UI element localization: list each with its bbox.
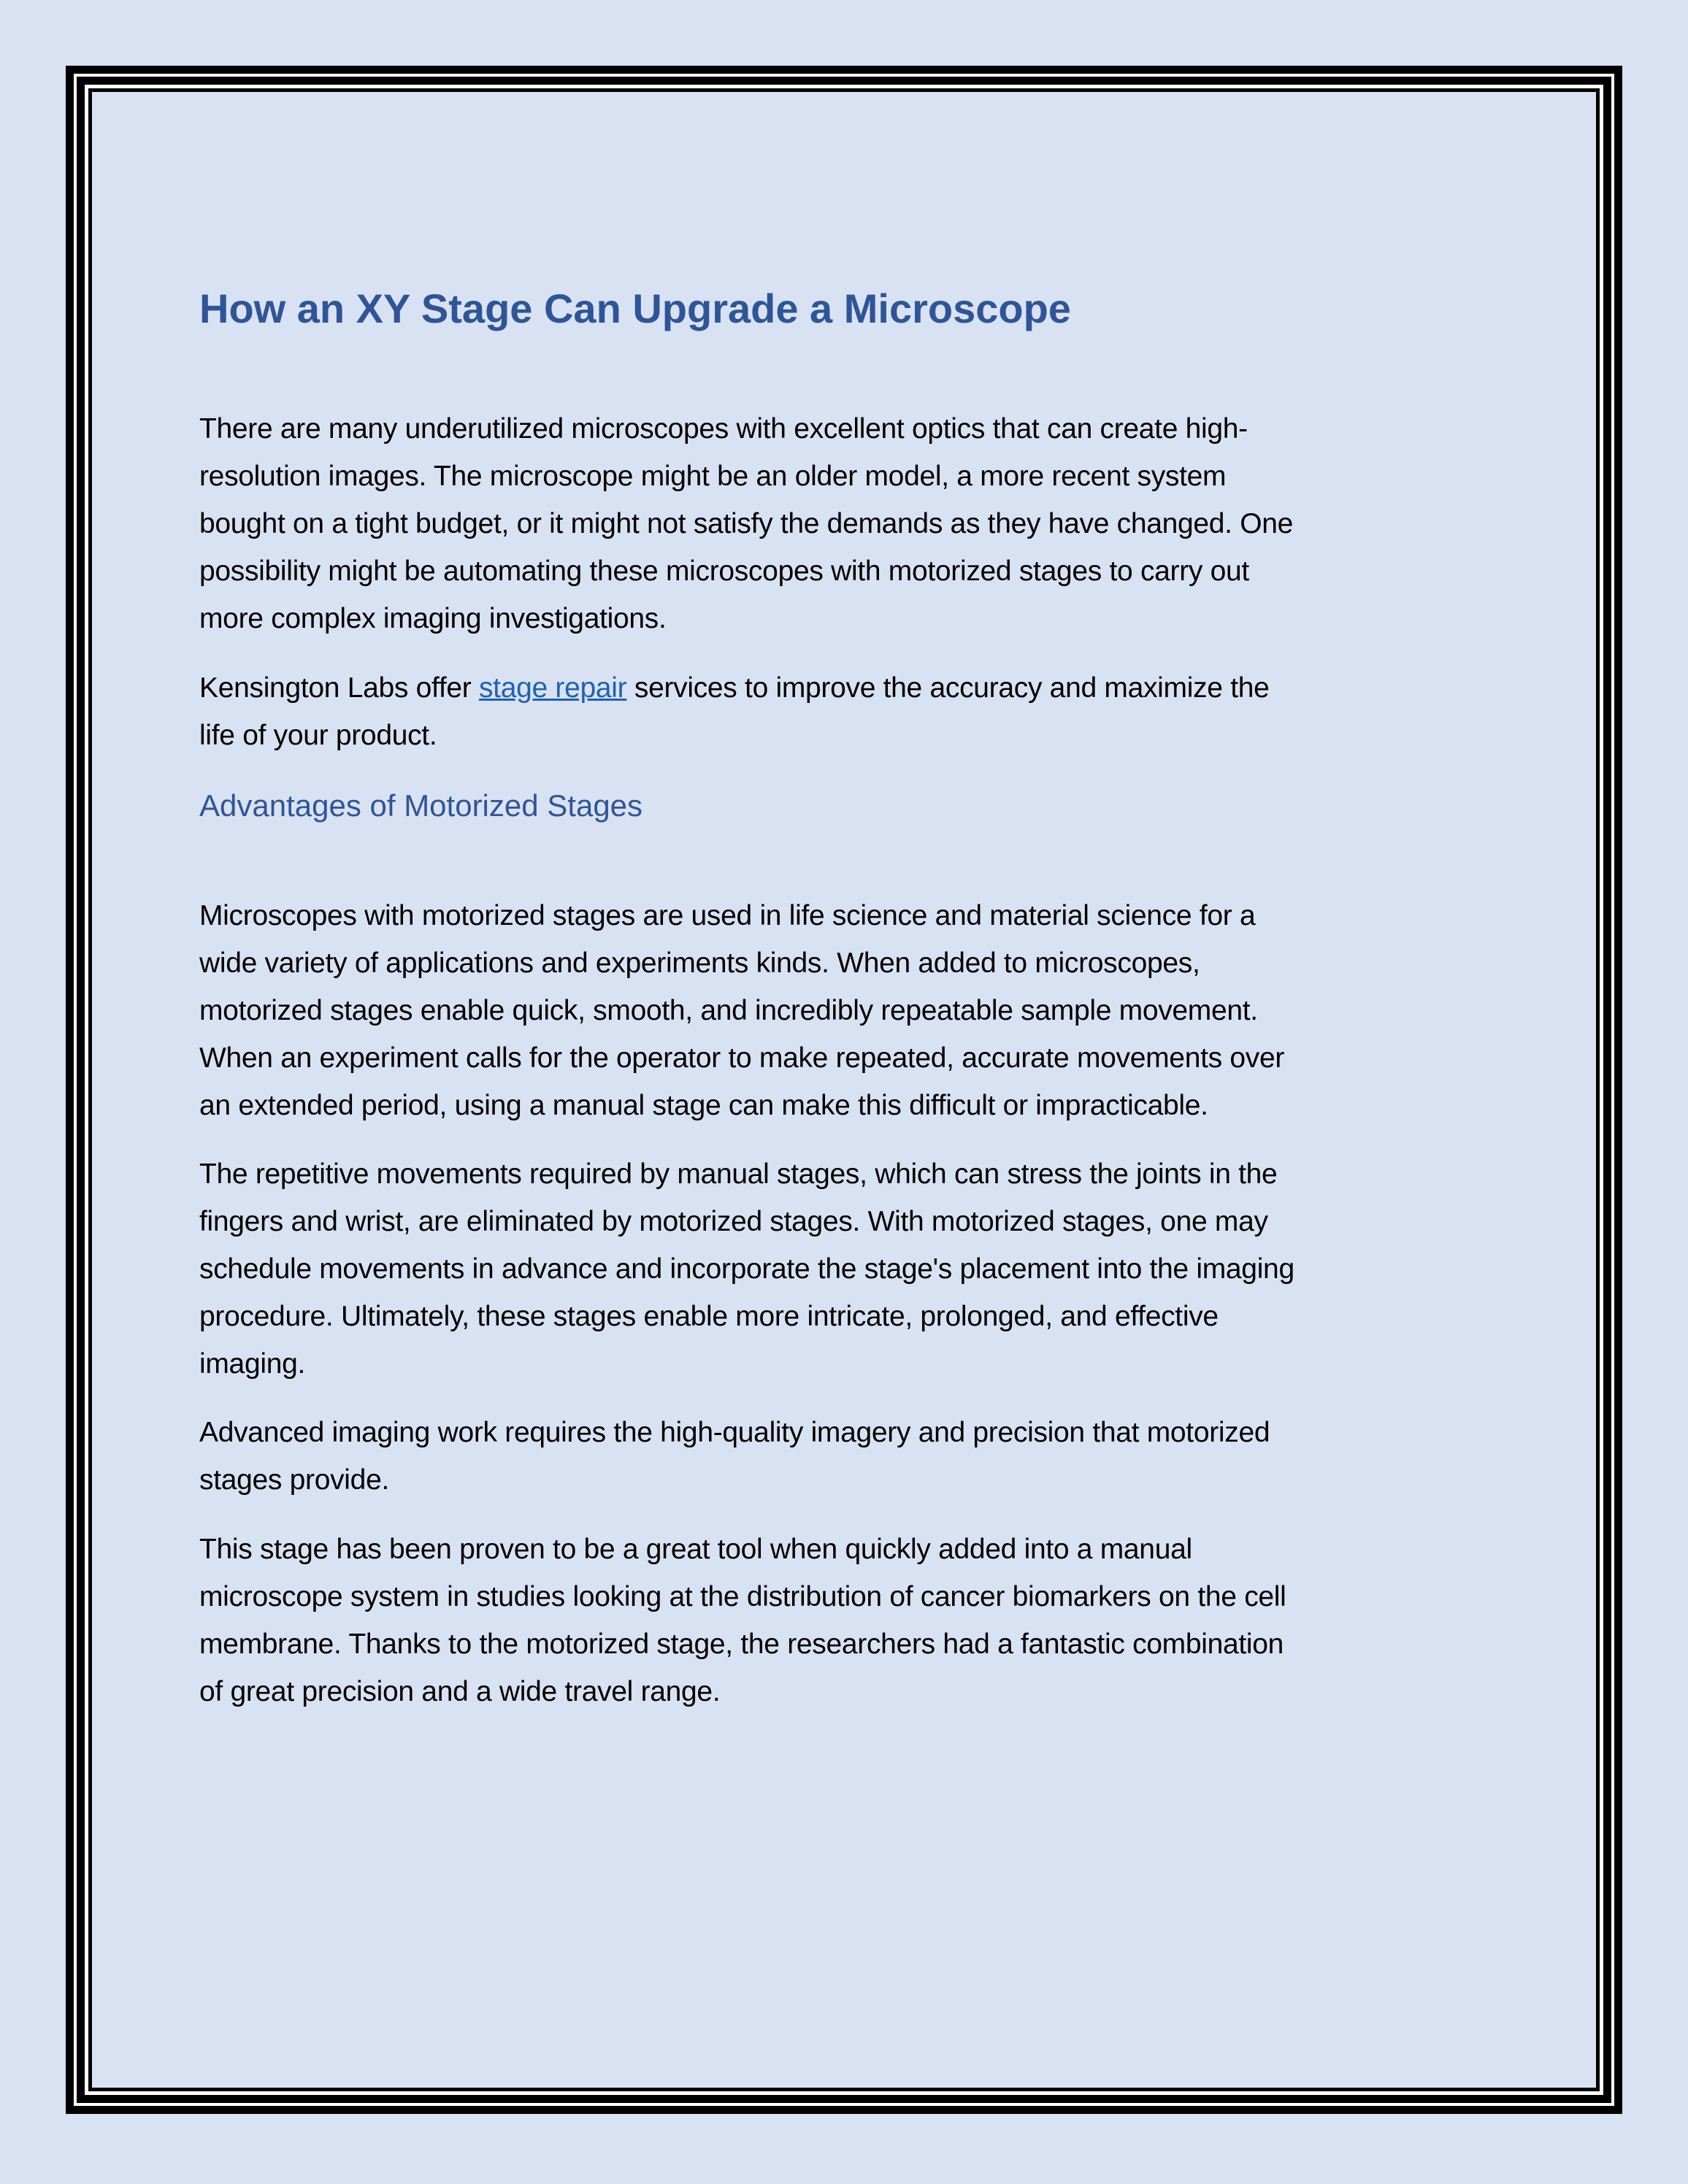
section-heading: Advantages of Motorized Stages [199, 788, 643, 823]
text-line: This stage has been proven to be a great tool when quickly added into a manual [199, 1534, 1192, 1565]
text-line: Microscopes with motorized stages are used in life science and material science for a [199, 900, 1256, 931]
paragraph-advanced-imaging [199, 1409, 1270, 1504]
text-line: stages provide. [199, 1464, 389, 1496]
text-line: membrane. Thanks to the motorized stage, the researchers had a fantastic combination [199, 1629, 1284, 1660]
text-line: possibility might be automating these microscopes with motorized stages to carry out [199, 555, 1249, 587]
text-line: resolution images. The microscope might be an older model, a more recent system [199, 461, 1227, 492]
text-line: motorized stages enable quick, smooth, and incredibly repeatable sample movement. [199, 995, 1258, 1026]
text-line: life of your product. [199, 720, 437, 751]
text-line: procedure. Ultimately, these stages enable more intricate, prolonged, and effective [199, 1301, 1219, 1332]
paragraph-case-study [199, 1526, 1286, 1715]
text-line: an extended period, using a manual stage can make this difficult or impracticable. [199, 1090, 1208, 1121]
text-line: Advanced imaging work requires the high-quality imagery and precision that motorized [199, 1417, 1270, 1448]
text-line: of great precision and a wide travel range. [199, 1676, 721, 1707]
text: Kensington Labs offer [199, 672, 479, 704]
text-line: bought on a tight budget, or it might not satisfy the demands as they have changed. One [199, 508, 1294, 539]
text-line: fingers and wrist, are eliminated by motorized stages. With motorized stages, one may [199, 1206, 1268, 1237]
stage-repair-link[interactable]: stage repair [478, 672, 627, 704]
text: services to improve the accuracy and maximize the [626, 672, 1270, 704]
text-line: schedule movements in advance and incorporate the stage's placement into the imaging [199, 1253, 1294, 1285]
paragraph-intro [199, 405, 1293, 642]
text-line: The repetitive movements required by manual stages, which can stress the joints in the [199, 1158, 1278, 1190]
text-line: more complex imaging investigations. [199, 603, 667, 634]
text-line: imaging. [199, 1348, 306, 1380]
text-line [199, 664, 1270, 712]
text-line: When an experiment calls for the operator to make repeated, accurate movements over [199, 1042, 1285, 1074]
page-title: How an XY Stage Can Upgrade a Microscope [199, 285, 1071, 331]
paragraph-ergonomics [199, 1150, 1294, 1388]
paragraph-applications [199, 892, 1284, 1129]
paragraph-services [199, 664, 1270, 759]
text-line: There are many underutilized microscopes with excellent optics that can create high- [199, 413, 1248, 445]
text-line: microscope system in studies looking at the distribution of cancer biomarkers on the cell [199, 1581, 1286, 1612]
text-line: wide variety of applications and experiments kinds. When added to microscopes, [199, 947, 1200, 979]
